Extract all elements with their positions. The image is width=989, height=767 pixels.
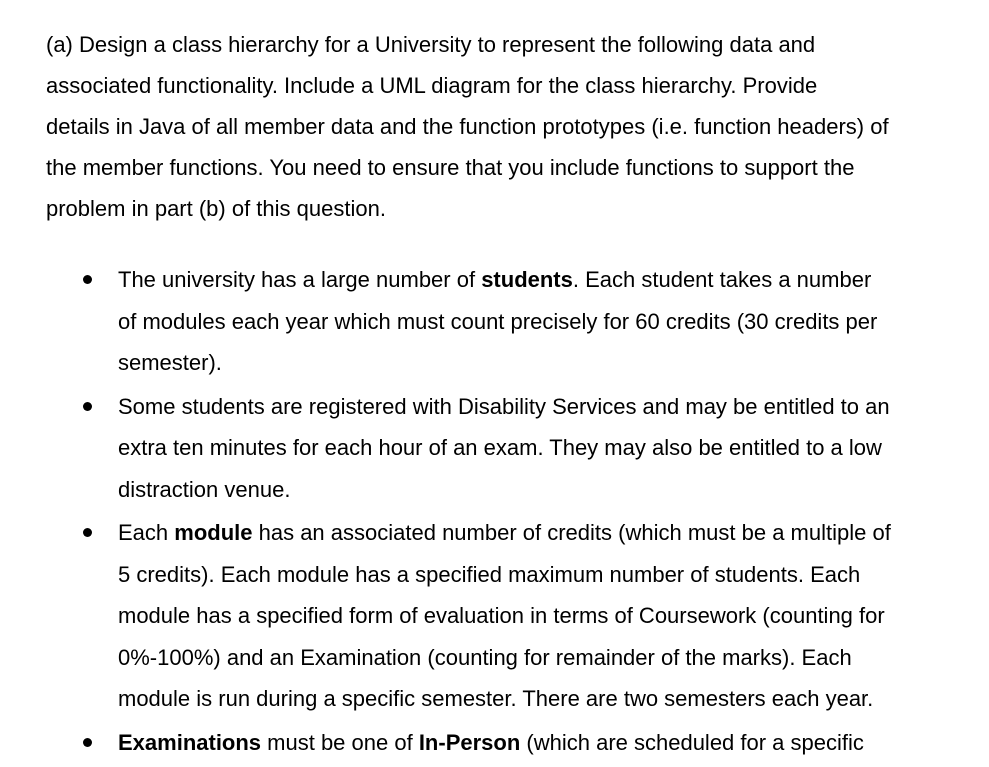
text-run: Each [118, 520, 175, 545]
bullet-line: 0%-100%) and an Examination (counting for remainder of the marks). Each [118, 644, 852, 670]
question-intro [46, 24, 971, 229]
bold-term-students: students [481, 267, 573, 292]
bullet-examinations [0, 722, 973, 764]
requirements-list [0, 259, 989, 765]
bullet-disability-services [0, 386, 973, 511]
text-run: must be one of [261, 729, 419, 755]
intro-line-2: associated functionality. Include a UML diagram for the class hierarchy. Provide [46, 73, 818, 98]
bold-term-examinations: Examinations [118, 729, 262, 755]
bullet-dot-icon [83, 402, 92, 411]
bullet-dot-icon [83, 528, 92, 537]
bullet-line: distraction venue. [118, 476, 291, 502]
bullet-dot-icon [83, 275, 92, 284]
bold-term-in-person: In-Person [418, 729, 521, 755]
bold-term-module: module [174, 520, 253, 545]
bullet-line: Some students are registered with Disability Services and may be entitled to an [118, 393, 890, 419]
bullet-line: of modules each year which must count precisely for 60 credits (30 credits per [118, 308, 878, 334]
text-run: The university has a large number of [118, 267, 482, 292]
bullet-line: module is run during a specific semester. There are two semesters each year. [118, 686, 874, 711]
bullet-module [0, 512, 973, 720]
bullet-line: module has a specified form of evaluation in terms of Coursework (counting for [118, 603, 885, 628]
bullet-line: 5 credits). Each module has a specified maximum number of students. Each [118, 561, 861, 587]
bullet-line [118, 259, 973, 301]
bullet-students [0, 259, 973, 384]
text-run: . Each student takes a number [572, 267, 872, 292]
text-run: has an associated number of credits (which must be a multiple of [252, 520, 891, 545]
intro-line-4: the member functions. You need to ensure that you include functions to support the [46, 155, 855, 180]
bullet-line [118, 722, 973, 764]
bullet-dot-icon [83, 738, 92, 747]
intro-line-5: problem in part (b) of this question. [46, 196, 386, 221]
text-run: (which are scheduled for a specific [520, 729, 864, 755]
intro-line-3: details in Java of all member data and the function prototypes (i.e. function headers) of [46, 114, 889, 139]
bullet-line: semester). [118, 350, 222, 375]
intro-line-1: (a) Design a class hierarchy for a University to represent the following data and [46, 32, 816, 57]
bullet-line: extra ten minutes for each hour of an exam. They may also be entitled to a low [118, 435, 882, 460]
bullet-line [118, 512, 973, 554]
